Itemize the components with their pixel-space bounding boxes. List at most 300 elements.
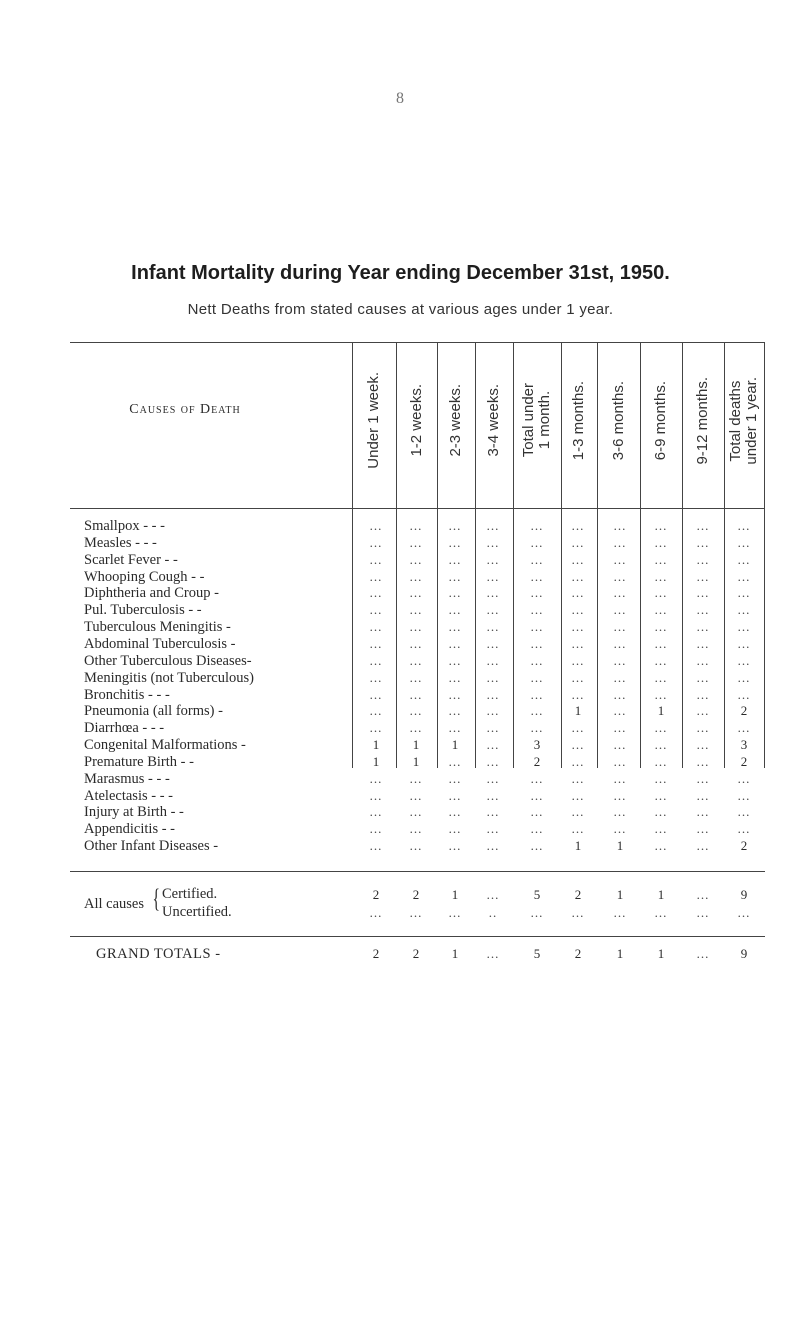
table-cell: ...	[613, 551, 627, 567]
table-cell: ...	[654, 669, 668, 685]
table-cell: ...	[571, 821, 585, 837]
column-header	[437, 348, 475, 493]
table-row	[0, 602, 801, 619]
table-cell: ...	[409, 703, 423, 719]
column-header-text: Under 1 week.	[365, 372, 382, 469]
table-row	[0, 619, 801, 636]
table-cell: ...	[409, 518, 423, 533]
cause-label: Premature Birth - -	[84, 753, 194, 770]
table-cell: ...	[448, 585, 462, 601]
table-cell: ...	[448, 635, 462, 651]
all-causes-label: All causes	[84, 896, 144, 912]
column-header	[640, 348, 682, 493]
table-cell: ...	[737, 635, 751, 651]
table-cell: 1	[451, 737, 459, 753]
table-cell: ...	[486, 652, 500, 668]
table-cell: ...	[654, 568, 668, 584]
table-cell: ...	[654, 635, 668, 651]
table-cell: ...	[571, 905, 585, 920]
table-cell: ...	[409, 602, 423, 618]
table-cell: ...	[409, 568, 423, 584]
column-header	[396, 348, 437, 493]
column-header-text: 9-12 months.	[694, 376, 711, 465]
table-cell: ...	[448, 703, 462, 719]
causes-header: Causes of Death	[129, 402, 241, 417]
table-cell: ...	[613, 669, 627, 685]
table-cell: ...	[530, 585, 544, 601]
table-cell: ...	[737, 534, 751, 550]
table-cell: ...	[409, 905, 423, 920]
column-header-text: 3-6 months.	[609, 380, 627, 461]
cause-label: Congenital Malformations -	[84, 737, 246, 754]
cause-label: Meningitis (not Tuberculous)	[84, 669, 254, 686]
table-cell: ...	[530, 787, 544, 803]
cause-label: Marasmus - - -	[84, 770, 170, 787]
table-row	[0, 821, 801, 838]
table-cell: ...	[369, 804, 383, 820]
table-cell: ...	[486, 534, 500, 550]
cause-label: Atelectasis - - -	[84, 787, 173, 804]
table-cell: ...	[448, 686, 462, 702]
table-cell: ...	[613, 905, 627, 920]
table-cell: ...	[571, 804, 585, 820]
table-cell: ...	[654, 720, 668, 736]
table-cell: ...	[486, 602, 500, 618]
table-cell: ...	[654, 602, 668, 618]
table-cell: ...	[696, 669, 710, 685]
table-cell: ...	[613, 619, 627, 635]
table-cell: ...	[696, 838, 710, 854]
table-cell: ...	[409, 804, 423, 820]
cause-label: Appendicitis - -	[84, 821, 176, 838]
cause-label: Injury at Birth - -	[84, 804, 184, 821]
table-cell: ...	[654, 652, 668, 668]
table-cell: 3	[533, 737, 541, 753]
table-cell: ...	[571, 585, 585, 601]
table-cell: ...	[654, 585, 668, 601]
table-cell: ...	[613, 652, 627, 668]
uncertified-label: Uncertified.	[162, 904, 232, 920]
table-row	[0, 838, 801, 855]
table-cell: ...	[448, 602, 462, 618]
table-cell: ...	[654, 821, 668, 837]
table-cell: ...	[654, 518, 668, 533]
table-cell: 1	[616, 946, 624, 961]
table-cell: ...	[486, 946, 500, 961]
table-cell: ...	[696, 787, 710, 803]
table-cell: ...	[448, 720, 462, 736]
table-cell: 1	[574, 838, 582, 854]
table-cell: ...	[696, 703, 710, 719]
table-cell: ...	[486, 635, 500, 651]
table-cell: ...	[696, 518, 710, 533]
table-cell: ...	[486, 821, 500, 837]
column-header	[513, 348, 561, 493]
table-cell: ...	[613, 804, 627, 820]
cause-label: Other Tuberculous Diseases-	[84, 652, 252, 669]
table-cell: ...	[737, 652, 751, 668]
table-cell: ...	[409, 534, 423, 550]
table-cell: ...	[530, 652, 544, 668]
table-cell: ...	[530, 534, 544, 550]
column-header	[561, 348, 597, 493]
table-cell: ...	[409, 770, 423, 786]
table-cell: ...	[613, 753, 627, 769]
table-cell: ...	[696, 585, 710, 601]
table-cell: ...	[696, 753, 710, 769]
table-cell: ...	[696, 720, 710, 736]
table-cell: ...	[737, 619, 751, 635]
table-cell: ...	[571, 686, 585, 702]
certified-label: Certified.	[162, 886, 218, 902]
table-cell: ...	[448, 838, 462, 854]
table-cell: 5	[533, 946, 541, 961]
table-cell: ...	[486, 703, 500, 719]
page-subtitle: Nett Deaths from stated causes at various ages under 1 year.	[187, 301, 614, 318]
table-cell: ...	[571, 737, 585, 753]
table-cell: ...	[613, 770, 627, 786]
column-header	[724, 348, 764, 493]
table-cell: ...	[737, 669, 751, 685]
table-cell: ...	[486, 787, 500, 803]
table-cell: ...	[613, 635, 627, 651]
table-cell: 1	[616, 838, 624, 854]
grand-totals-label: GRAND TOTALS -	[96, 946, 221, 962]
table-cell: ...	[696, 551, 710, 567]
table-cell: ...	[737, 770, 751, 786]
table-cell: ...	[613, 602, 627, 618]
table-cell: ...	[613, 518, 627, 533]
table-cell: ...	[530, 821, 544, 837]
table-cell: ...	[696, 905, 710, 920]
table-cell: ...	[486, 568, 500, 584]
table-cell: ...	[369, 635, 383, 651]
table-cell: ...	[571, 534, 585, 550]
table-cell: ...	[530, 770, 544, 786]
column-header-text: Total deaths under 1 year.	[727, 376, 760, 465]
table-cell: 2	[740, 753, 748, 769]
table-cell: ...	[613, 821, 627, 837]
table-cell: ...	[530, 838, 544, 854]
table-cell: ...	[486, 770, 500, 786]
table-cell: ...	[654, 753, 668, 769]
table-row	[0, 518, 801, 535]
table-cell: ...	[448, 551, 462, 567]
table-cell: ...	[737, 905, 751, 920]
table-cell: ...	[737, 568, 751, 584]
table-cell: ...	[409, 635, 423, 651]
table-cell: ...	[448, 787, 462, 803]
table-cell: ...	[369, 686, 383, 702]
table-cell: ...	[409, 821, 423, 837]
column-header	[352, 348, 396, 493]
table-row	[0, 703, 801, 720]
column-header-text: Total under 1 month.	[520, 383, 553, 458]
table-cell: ...	[737, 821, 751, 837]
table-row	[0, 788, 801, 805]
table-cell: ...	[571, 652, 585, 668]
table-cell: ...	[696, 619, 710, 635]
table-cell: ...	[571, 602, 585, 618]
column-header	[475, 348, 513, 493]
table-cell: ...	[571, 619, 585, 635]
table-cell: ...	[696, 652, 710, 668]
table-cell: ...	[409, 585, 423, 601]
cause-label: Bronchitis - - -	[84, 686, 170, 703]
table-cell: ...	[737, 551, 751, 567]
grand-totals-row	[0, 946, 801, 963]
table-cell: 1	[412, 753, 420, 769]
table-cell: ..	[488, 905, 498, 920]
table-cell: ...	[696, 887, 710, 902]
table-cell: ...	[737, 585, 751, 601]
table-cell: ...	[530, 619, 544, 635]
table-cell: ...	[737, 686, 751, 702]
uncertified-row	[0, 905, 801, 922]
table-cell: ...	[737, 787, 751, 803]
column-header-text: 1-2 weeks.	[407, 384, 425, 457]
table-cell: ...	[530, 804, 544, 820]
table-row	[0, 636, 801, 653]
table-cell: ...	[369, 619, 383, 635]
table-cell: ...	[369, 518, 383, 533]
table-cell: ...	[486, 887, 500, 902]
table-cell: ...	[486, 551, 500, 567]
table-cell: ...	[530, 720, 544, 736]
table-cell: ...	[448, 804, 462, 820]
table-cell: ...	[369, 787, 383, 803]
table-cell: ...	[571, 518, 585, 533]
table-cell: ...	[696, 804, 710, 820]
table-cell: ...	[369, 652, 383, 668]
cause-label: Scarlet Fever - -	[84, 551, 178, 568]
table-cell: 9	[740, 946, 748, 961]
table-cell: ...	[409, 669, 423, 685]
table-cell: ...	[448, 905, 462, 920]
table-cell: ...	[613, 585, 627, 601]
table-cell: ...	[696, 602, 710, 618]
page-title: Infant Mortality during Year ending December 31st, 1950.	[131, 262, 670, 284]
table-cell: ...	[369, 838, 383, 854]
table-cell: 1	[372, 753, 380, 769]
table-cell: ...	[486, 686, 500, 702]
table-cell: ...	[369, 720, 383, 736]
column-header	[682, 348, 724, 493]
header-bottom-rule	[70, 508, 765, 509]
table-cell: ...	[654, 838, 668, 854]
table-cell: ...	[696, 534, 710, 550]
table-cell: ...	[571, 635, 585, 651]
table-cell: ...	[613, 568, 627, 584]
table-cell: ...	[654, 905, 668, 920]
table-cell: ...	[369, 821, 383, 837]
table-cell: 2	[574, 946, 582, 961]
table-cell: ...	[409, 619, 423, 635]
table-cell: 1	[657, 887, 665, 902]
table-cell: ...	[409, 551, 423, 567]
page-number: 8	[396, 90, 404, 107]
table-cell: ...	[530, 703, 544, 719]
table-cell: ...	[530, 518, 544, 533]
table-cell: ...	[369, 770, 383, 786]
table-cell: 1	[412, 737, 420, 753]
table-cell: ...	[369, 551, 383, 567]
table-cell: ...	[530, 551, 544, 567]
table-cell: ...	[654, 534, 668, 550]
table-cell: ...	[613, 787, 627, 803]
table-cell: 1	[372, 737, 380, 753]
table-cell: 1	[451, 946, 459, 961]
column-header-text: 1-3 months.	[570, 380, 587, 461]
table-cell: ...	[654, 551, 668, 567]
table-cell: ...	[448, 753, 462, 769]
column-header	[597, 348, 640, 493]
table-cell: ...	[530, 669, 544, 685]
table-cell: ...	[696, 770, 710, 786]
table-cell: ...	[571, 669, 585, 685]
table-cell: ...	[448, 669, 462, 685]
table-cell: ...	[654, 686, 668, 702]
certified-row	[0, 887, 801, 904]
cause-label: Tuberculous Meningitis -	[84, 619, 231, 636]
table-cell: ...	[696, 568, 710, 584]
table-row	[0, 754, 801, 771]
table-cell: ...	[654, 804, 668, 820]
table-cell: ...	[571, 720, 585, 736]
table-cell: ...	[486, 518, 500, 533]
table-cell: ...	[486, 737, 500, 753]
cause-label: Diphtheria and Croup -	[84, 585, 219, 602]
table-cell: ...	[654, 787, 668, 803]
table-row	[0, 535, 801, 552]
table-cell: ...	[530, 905, 544, 920]
table-cell: ...	[613, 703, 627, 719]
column-header-text: 2-3 weeks.	[447, 384, 464, 457]
grand-totals-top-rule	[70, 936, 765, 937]
table-row	[0, 653, 801, 670]
table-cell: ...	[409, 720, 423, 736]
table-cell: ...	[613, 737, 627, 753]
table-cell: ...	[571, 787, 585, 803]
cause-label: Whooping Cough - -	[84, 568, 205, 585]
table-row	[0, 771, 801, 788]
table-cell: ...	[369, 703, 383, 719]
table-row	[0, 670, 801, 687]
table-cell: ...	[571, 568, 585, 584]
table-cell: ...	[737, 804, 751, 820]
table-cell: ...	[654, 619, 668, 635]
table-cell: ...	[486, 585, 500, 601]
table-cell: ...	[448, 568, 462, 584]
table-cell: ...	[654, 770, 668, 786]
table-cell: 1	[616, 887, 624, 902]
table-cell: ...	[486, 720, 500, 736]
table-cell: ...	[409, 787, 423, 803]
table-cell: ...	[737, 720, 751, 736]
table-cell: ...	[448, 770, 462, 786]
table-cell: 1	[574, 703, 582, 719]
cause-label: Other Infant Diseases -	[84, 838, 219, 855]
table-row	[0, 720, 801, 737]
table-cell: ...	[486, 804, 500, 820]
table-cell: 1	[657, 946, 665, 961]
table-cell: ...	[369, 669, 383, 685]
table-cell: ...	[369, 568, 383, 584]
table-cell: ...	[448, 619, 462, 635]
table-cell: 5	[533, 887, 541, 902]
cause-label: Abdominal Tuberculosis -	[84, 635, 236, 652]
all-causes-top-rule	[70, 871, 765, 872]
table-cell: ...	[369, 602, 383, 618]
table-cell: ...	[369, 905, 383, 920]
table-cell: 2	[412, 887, 420, 902]
table-cell: ...	[409, 652, 423, 668]
table-cell: ...	[486, 753, 500, 769]
table-cell: ...	[737, 518, 751, 533]
table-row	[0, 687, 801, 704]
table-row	[0, 585, 801, 602]
table-cell: ...	[613, 686, 627, 702]
table-cell: ...	[409, 838, 423, 854]
table-cell: ...	[613, 534, 627, 550]
table-top-rule	[70, 342, 765, 343]
table-row	[0, 569, 801, 586]
table-cell: ...	[696, 737, 710, 753]
table-cell: ...	[530, 686, 544, 702]
table-cell: 2	[740, 838, 748, 854]
table-cell: 2	[372, 887, 380, 902]
column-header-text: 6-9 months.	[652, 380, 669, 461]
table-cell: ...	[696, 635, 710, 651]
table-cell: ...	[369, 534, 383, 550]
table-cell: ...	[571, 753, 585, 769]
cause-label: Pul. Tuberculosis - -	[84, 602, 202, 619]
table-cell: ...	[530, 602, 544, 618]
table-cell: ...	[486, 619, 500, 635]
table-cell: 1	[657, 703, 665, 719]
table-cell: ...	[409, 686, 423, 702]
table-row	[0, 552, 801, 569]
table-cell: 2	[740, 703, 748, 719]
table-cell: 2	[412, 946, 420, 961]
table-cell: ...	[696, 821, 710, 837]
table-cell: ...	[448, 652, 462, 668]
table-cell: ...	[448, 821, 462, 837]
column-header-text: 3-4 weeks.	[485, 384, 502, 457]
table-row	[0, 737, 801, 754]
table-cell: 3	[740, 737, 748, 753]
table-cell: ...	[486, 669, 500, 685]
table-cell: ...	[448, 534, 462, 550]
table-cell: ...	[696, 686, 710, 702]
table-cell: ...	[448, 518, 462, 533]
table-cell: ...	[486, 838, 500, 854]
table-cell: ...	[530, 635, 544, 651]
table-cell: ...	[696, 946, 710, 961]
table-cell: 2	[574, 887, 582, 902]
cause-label: Measles - - -	[84, 534, 157, 551]
table-cell: 9	[740, 887, 748, 902]
brace-symbol: {	[152, 884, 160, 913]
table-cell: ...	[571, 770, 585, 786]
cause-label: Pneumonia (all forms) -	[84, 703, 223, 720]
table-cell: ...	[571, 551, 585, 567]
table-cell: 1	[451, 887, 459, 902]
table-row	[0, 804, 801, 821]
cause-label: Diarrhœa - - -	[84, 720, 165, 737]
table-cell: ...	[737, 602, 751, 618]
table-cell: 2	[372, 946, 380, 961]
